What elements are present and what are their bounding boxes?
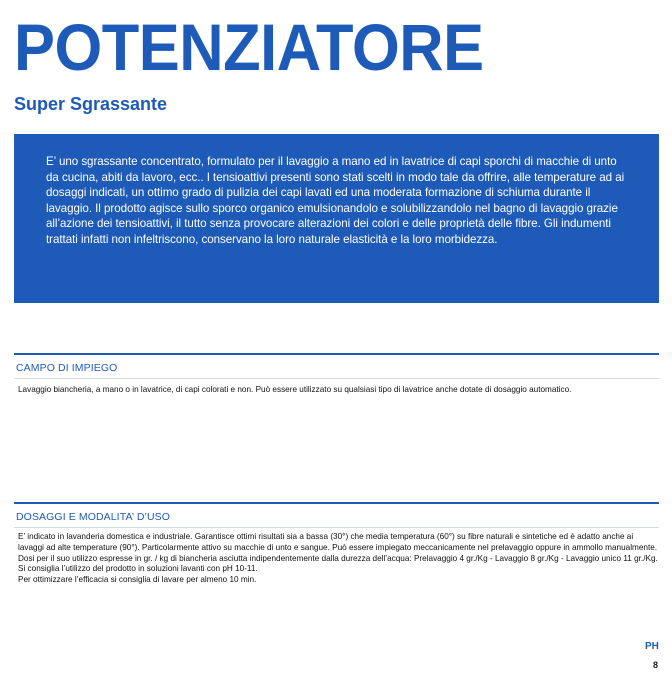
ph-label: PH	[645, 641, 659, 652]
dosaggi-rule	[14, 502, 659, 504]
campo-impiego-rule	[14, 353, 659, 355]
campo-impiego-text: Lavaggio biancheria, a mano o in lavatrice, di capi colorati e non. Può essere utilizzato su qualsiasi tipo di lavatrice anche dotate di dosaggio automatico.	[18, 385, 572, 394]
dosaggi-underline	[14, 527, 659, 528]
dosaggi-paragraph: Dosi per il suo utilizzo espresse in gr. / kg di biancheria asciutta indipendentemente dalla durezza dell’acqua: Prelavaggio 4 gr./Kg - Lavaggio 8 gr./Kg - Lavaggio unico 11 gr./Kg. Si consiglia l’utilizzo del prodotto in soluzioni lavanti con pH 10-11.	[18, 553, 658, 574]
campo-impiego-heading: CAMPO DI IMPIEGO	[16, 362, 118, 374]
product-title: POTENZIATORE	[14, 10, 484, 84]
ph-value: 8	[653, 660, 659, 670]
campo-impiego-underline	[14, 378, 659, 379]
dosaggi-paragraph: Per ottimizzare l’efficacia si consiglia di lavare per almeno 10 min.	[18, 575, 257, 585]
intro-text: E’ uno sgrassante concentrato, formulato per il lavaggio a mano ed in lavatrice di capi sporchi di macchie di unto da cucina, abiti da lavoro, ecc.. I tensioattivi presenti sono stati scelti in modo tale da offrire, alle temperature ad ai dosaggi indicati, un ottimo grado di pulizia dei capi lavati ed una moderata formazione di schiuma durante il lavaggio. Il prodotto agisce sullo sporco organico emulsionandolo e solubilizzandolo nel bagno di lavaggio grazie all’azione dei tensioattivi, il tutto senza provocare alterazioni dei colori e delle proprietà delle fibre. Gli indumenti trattati infatti non infeltriscono, conservano la loro naturale elasticità e la loro morbidezza.	[46, 155, 625, 246]
dosaggi-body	[18, 532, 658, 586]
intro-box	[14, 134, 659, 303]
campo-impiego-body	[18, 385, 658, 396]
dosaggi-paragraph: E’ indicato in lavanderia domestica e industriale. Garantisce ottimi risultati sia a bassa (30°) che media temperatura (60°) su fibre naturali e sintetiche ed è adatto anche ai lavaggi ad alte temperature (90°). Particolarmente attivo su macchie di unto e sangue. Può essere impiegato meccanicamente nel prelavaggio oppure in ammollo manualmente.	[18, 532, 658, 552]
dosaggi-heading: DOSAGGI E MODALITA’ D’USO	[16, 511, 170, 523]
product-subtitle: Super Sgrassante	[14, 94, 168, 114]
